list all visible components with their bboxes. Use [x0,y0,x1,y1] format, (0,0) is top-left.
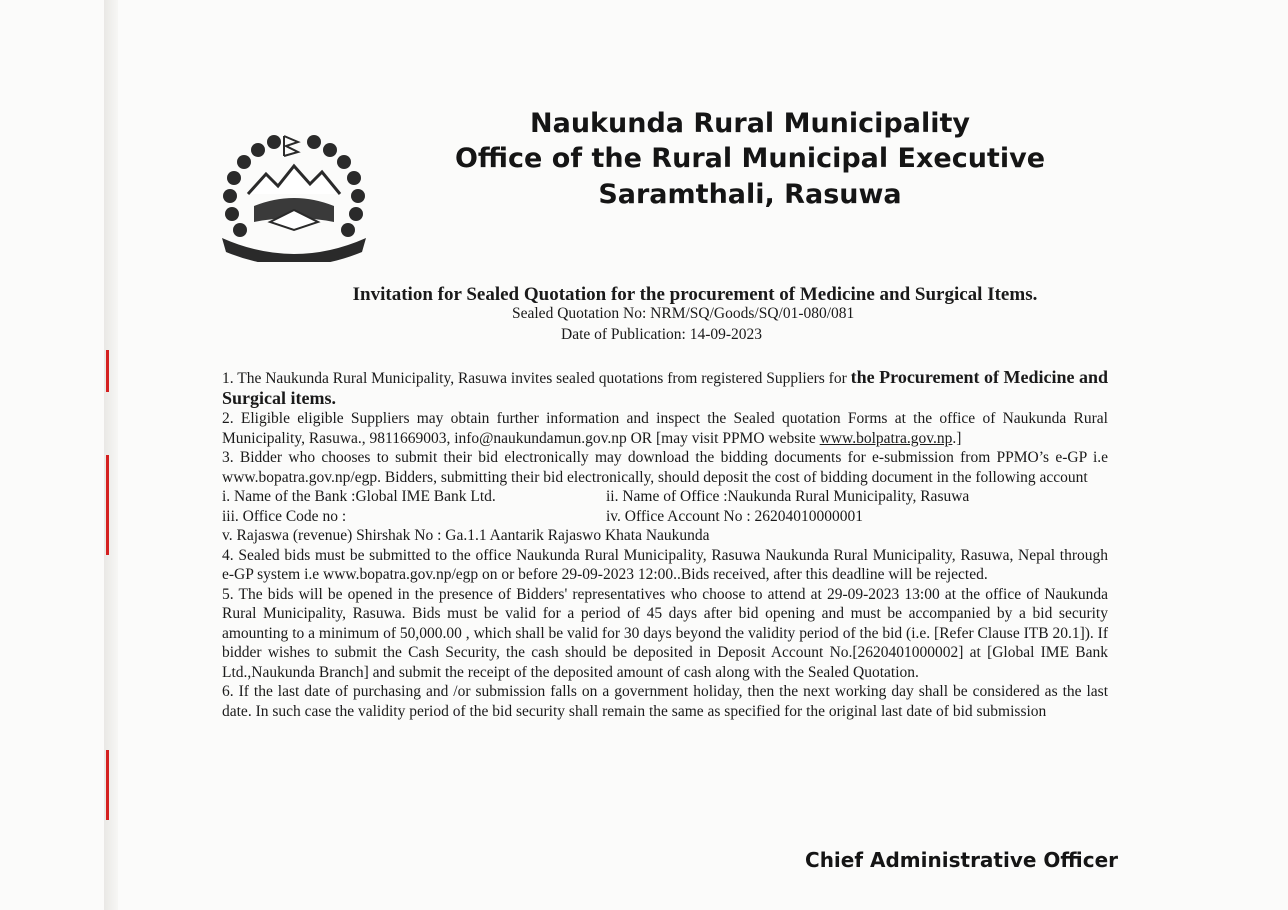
office-account-name: ii. Name of Office :Naukunda Rural Municipality, Rasuwa [606,488,970,505]
clause-2-text: 2. Eligible eligible Suppliers may obtain further information and inspect the Sealed quotation Forms at the office of Naukunda Rural Municipality, Rasuwa., 9811669003, info@naukundamun.gov.np OR [may visit PPMO website [222,410,1108,447]
municipality-name: Naukunda Rural Municipality [530,108,970,139]
ppmo-website-link[interactable]: www.bolpatra.gov.np [819,429,953,447]
office-code: iii. Office Code no : [222,507,347,525]
clause-4: 4. Sealed bids must be submitted to the office Naukunda Rural Municipality, Rasuwa Naukunda Rural Municipality, Rasuwa, Nepal through e-GP system i.e www.bopatra.gov.np/egp on or before 29-09-2023 12:00..Bids received, after this deadline will be rejected. [222,546,1108,583]
margin-mark [106,350,109,392]
clause-2 [222,409,1108,448]
publication-date: Date of Publication: 14-09-2023 [561,326,763,343]
office-name: Office of the Rural Municipal Executive [454,143,1046,174]
bank-name: i. Name of the Bank :Global IME Bank Ltd. [222,488,496,505]
office-account-number: iv. Office Account No : 26204010000001 [606,507,864,525]
code-row [222,507,1108,527]
margin-mark [106,750,109,820]
revenue-heading: v. Rajaswa (revenue) Shirshak No : Ga.1.1 Aantarik Rajaswo Khata Naukunda [222,527,710,544]
signatory-title: Chief Administrative Officer [805,848,1118,872]
office-location: Saramthali, Rasuwa [598,179,902,210]
notice-title: Invitation for Sealed Quotation for the procurement of Medicine and Surgical Items. [352,284,1038,305]
nepal-emblem-icon [218,130,370,262]
clause-5: 5. The bids will be opened in the presence of Bidders' representatives who choose to attend at 29-09-2023 13:00 at the office of Naukunda Rural Municipality, Rasuwa. Bids must be valid for a period of 45 days after bid opening and must be accompanied by a bid security amounting to a minimum of 50,000.00 , which shall be valid for 30 days beyond the validity period of the bid (i.e. [Refer Clause ITB 20.1]). If bidder wishes to submit the Cash Security, the cash should be deposited in Deposit Account No.[2620401000002] at [Global IME Bank Ltd.,Naukunda Branch] and submit the receipt of the deposited amount of cash along with the Sealed Quotation. [222,585,1108,681]
clause-2-end: .] [952,429,962,447]
quotation-number: Sealed Quotation No: NRM/SQ/Goods/SQ/01-080/081 [512,305,855,322]
clause-1 [222,368,1108,409]
bank-row [222,487,1108,507]
notice-body [222,368,1108,721]
clause-1-bold-text: the Procurement of Medicine and Surgical items. [222,367,1108,408]
clause-6: 6. If the last date of purchasing and /or submission falls on a government holiday, then the next working day shall be considered as the last date. In such case the validity period of the bid security shall remain the same as specified for the original last date of bid submission [222,683,1108,720]
clause-3: 3. Bidder who chooses to submit their bid electronically may download the bidding documents for e-submission from PPMO’s e-GP i.e www.bopatra.gov.np/egp. Bidders, submitting their bid electronically, should deposit the cost of bidding document in the following account [222,449,1108,486]
margin-mark [106,455,109,555]
clause-1-text: 1. The Naukunda Rural Municipality, Rasuwa invites sealed quotations from registered Suppliers for [222,370,851,387]
